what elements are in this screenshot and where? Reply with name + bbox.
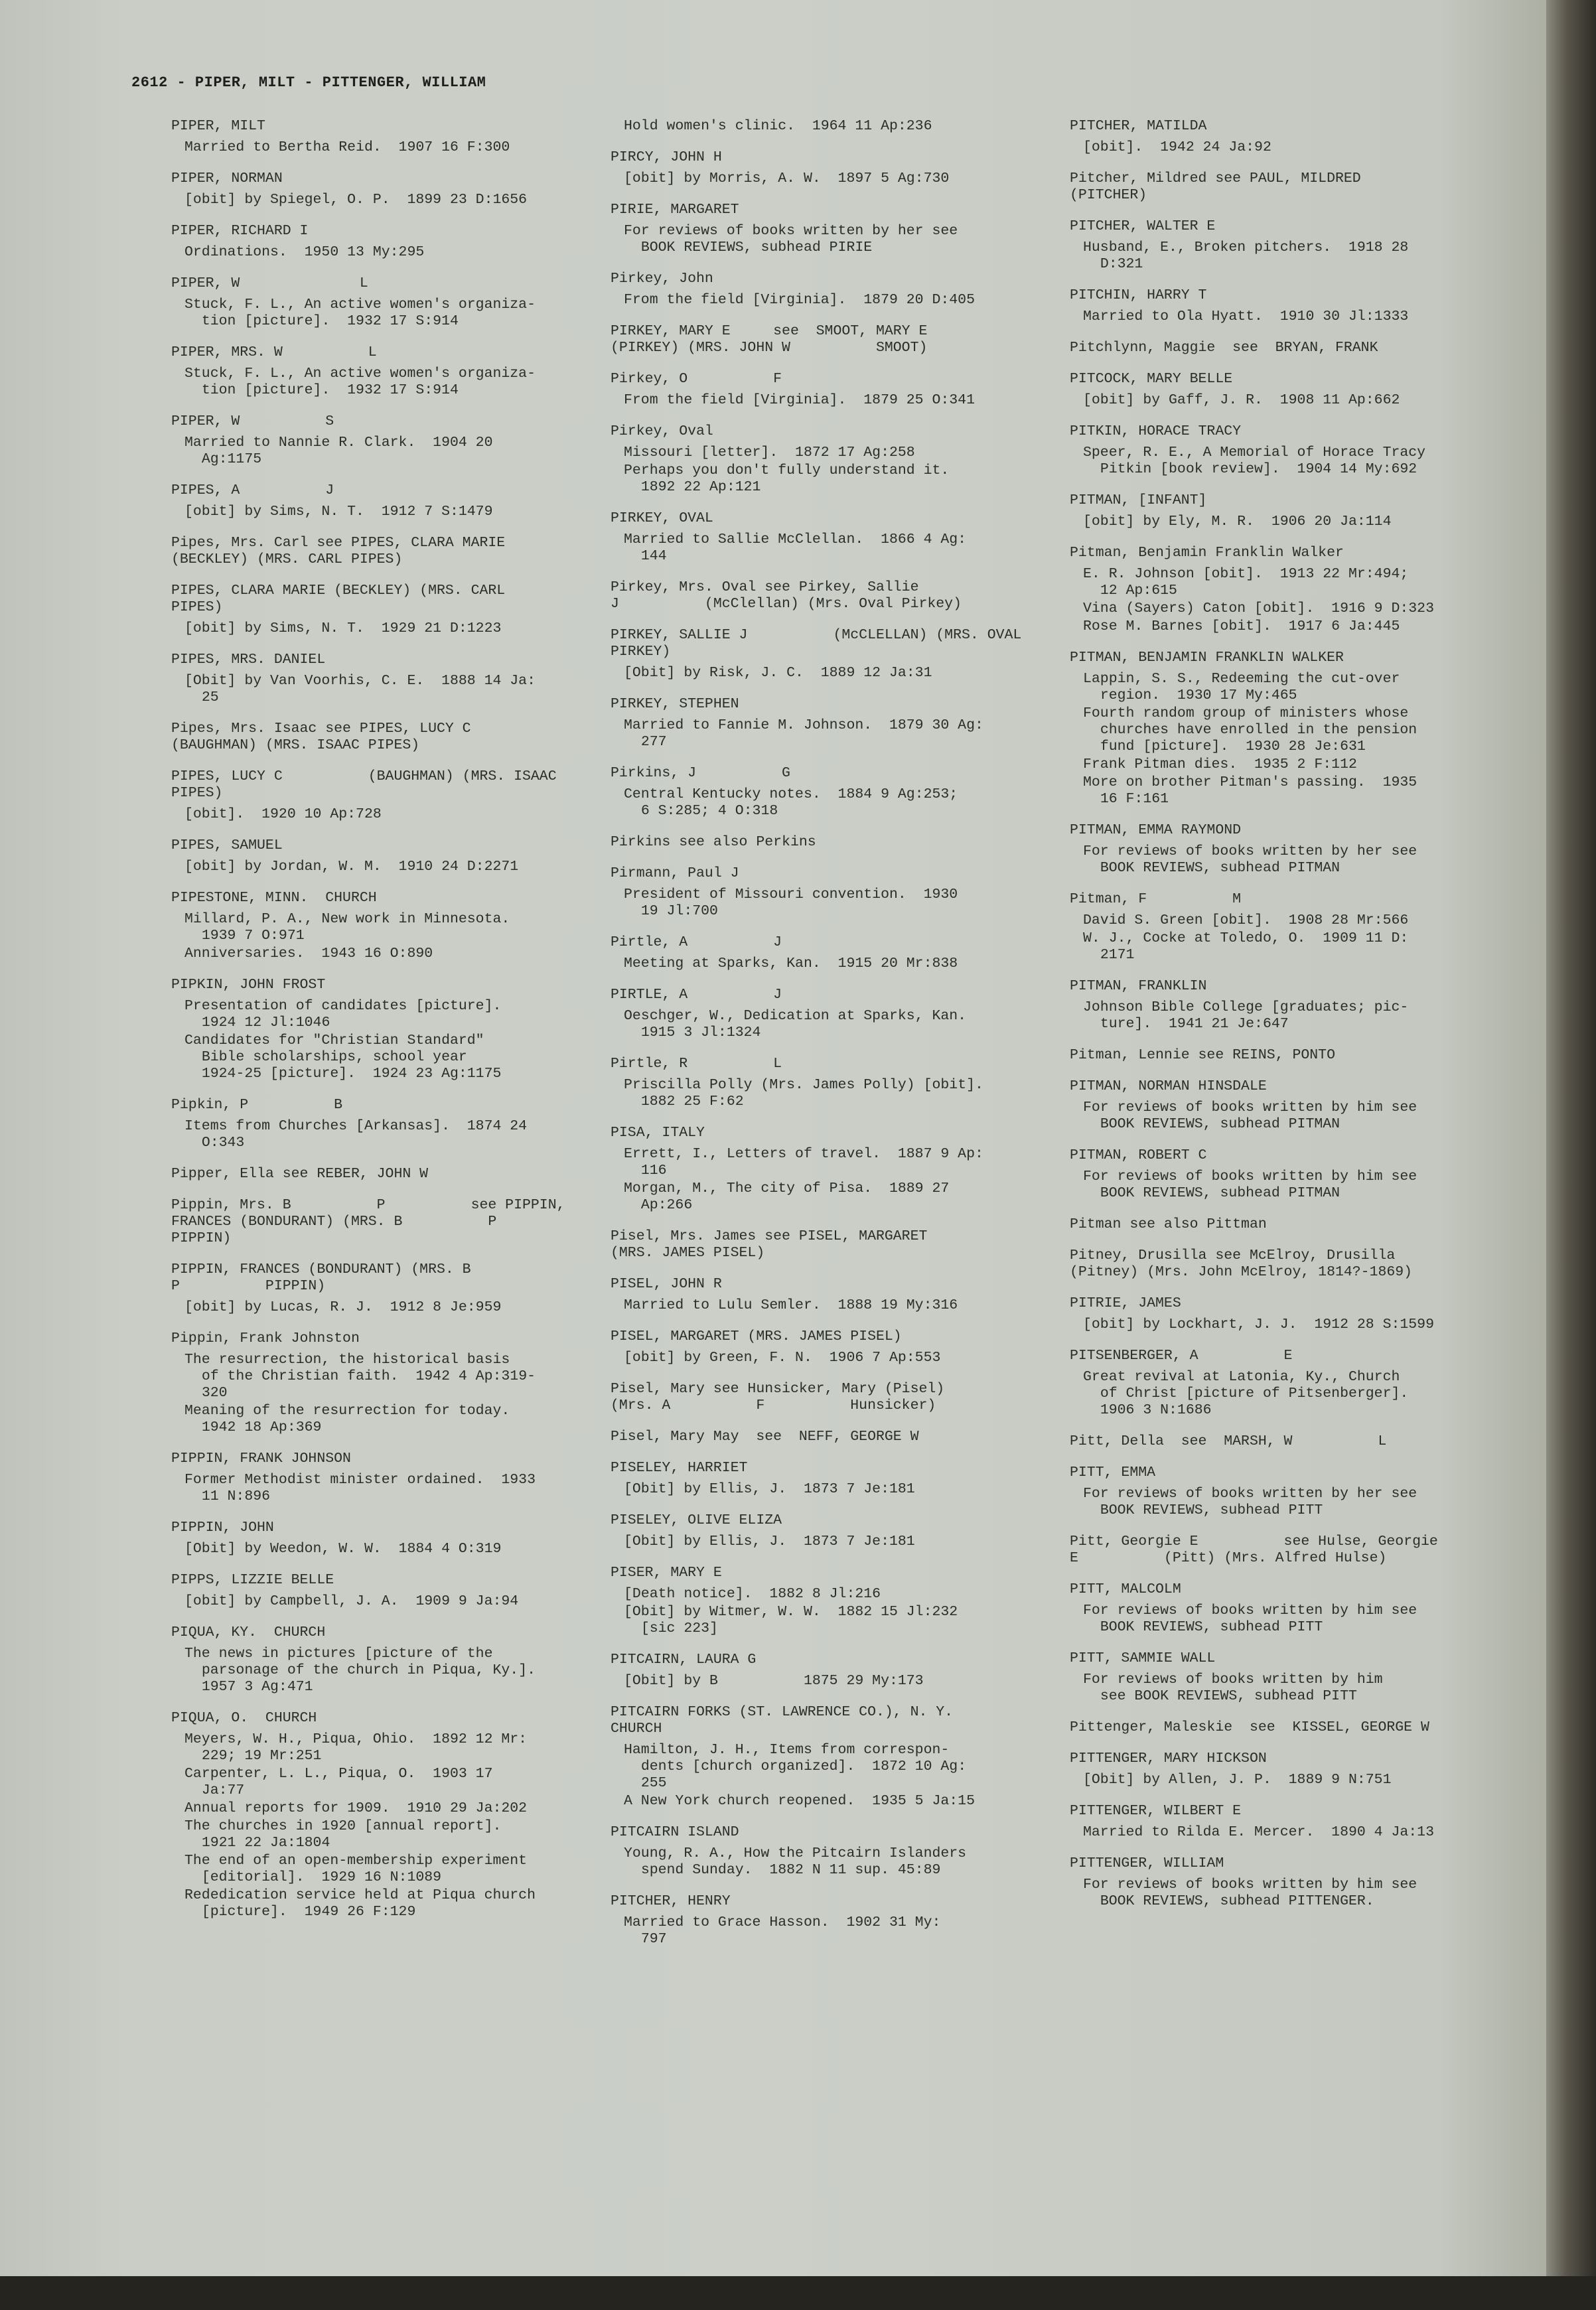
entry-heading: PISEL, MARGARET (MRS. JAMES PISEL)	[611, 1329, 902, 1344]
entry-heading: Pirkey, Oval	[611, 423, 713, 439]
entry-citation: [Obit] by B 1875 29 My:173	[624, 1673, 924, 1689]
entry-heading: PITTENGER, MARY HICKSON	[1070, 1751, 1267, 1767]
entry-heading: PITCOCK, MARY BELLE	[1070, 371, 1233, 387]
entry-heading: Pirkey, John	[611, 271, 713, 287]
entry-citation: Items from Churches [Arkansas]. 1874 24 O:343	[184, 1118, 528, 1151]
entry-citation: Priscilla Polly (Mrs. James Polly) [obit]. 1882 25 F:62	[624, 1077, 983, 1110]
entry-heading: PISEL, JOHN R	[611, 1276, 722, 1292]
entry-citation: [Obit] by Allen, J. P. 1889 9 N:751	[1083, 1772, 1392, 1788]
entry-citation: Stuck, F. L., An active women's organiza- tion [picture]. 1932 17 S:914	[184, 297, 536, 329]
entry-heading: PIPER, W S	[171, 413, 334, 429]
entry-citation: A New York church reopened. 1935 5 Ja:15	[624, 1793, 975, 1809]
entry-citation: [Obit] by Ellis, J. 1873 7 Je:181	[624, 1481, 915, 1497]
entry-citation: Morgan, M., The city of Pisa. 1889 27 Ap:266	[624, 1181, 950, 1213]
index-entry	[171, 118, 569, 156]
index-entry	[1070, 287, 1494, 325]
entry-citation: [obit] by Spiegel, O. P. 1899 23 D:1656	[184, 192, 528, 208]
index-entry	[611, 1056, 1022, 1110]
entry-heading: PISELEY, OLIVE ELIZA	[611, 1512, 782, 1528]
entry-citation: Married to Sallie McClellan. 1866 4 Ag: 144	[624, 532, 967, 564]
entry-heading: Pirkins, J G	[611, 765, 790, 781]
index-entry	[1070, 1248, 1494, 1281]
column-3	[1070, 118, 1494, 1924]
entry-citation: For reviews of books written by him see BOOK REVIEWS, subhead PITMAN	[1083, 1169, 1417, 1201]
entry-citation: [Obit] by Witmer, W. W. 1882 15 Jl:232 [sic 223]	[624, 1604, 958, 1636]
column-2	[611, 118, 1022, 1962]
entry-citation: For reviews of books written by her see BOOK REVIEWS, subhead PIRIE	[624, 223, 958, 255]
index-entry	[171, 1624, 569, 1696]
index-entry	[171, 1197, 569, 1247]
entry-heading: Pirmann, Paul J	[611, 865, 739, 881]
entry-heading: Pitchlynn, Maggie see BRYAN, FRANK	[1070, 340, 1378, 356]
entry-citation: [obit] by Jordan, W. M. 1910 24 D:2271	[184, 859, 519, 875]
index-entry	[171, 583, 569, 637]
entry-citation: Frank Pitman dies. 1935 2 F:112	[1083, 757, 1357, 772]
index-entry	[611, 1460, 1022, 1498]
entry-citation: Married to Lulu Semler. 1888 19 My:316	[624, 1297, 958, 1313]
entry-heading: PITMAN, FRANKLIN	[1070, 978, 1207, 994]
index-entry	[171, 1331, 569, 1436]
index-entry	[171, 837, 569, 875]
entry-heading: Pisel, Mary see Hunsicker, Mary (Pisel) (Mrs. A F Hunsicker)	[611, 1381, 945, 1413]
entry-heading: PISER, MARY E	[611, 1565, 722, 1581]
entry-heading: PIRKEY, MARY E see SMOOT, MARY E (PIRKEY) (MRS. JOHN W SMOOT)	[611, 323, 928, 356]
index-entry	[1070, 340, 1494, 356]
index-entry	[1070, 822, 1494, 877]
entry-heading: Pisel, Mrs. James see PISEL, MARGARET (MRS. JAMES PISEL)	[611, 1228, 928, 1261]
index-entry	[171, 275, 569, 330]
entry-citation: More on brother Pitman's passing. 1935 16 F:161	[1083, 774, 1417, 807]
index-entry	[611, 1704, 1022, 1810]
entry-citation: For reviews of books written by her see BOOK REVIEWS, subhead PITT	[1083, 1486, 1417, 1518]
index-entry	[611, 1276, 1022, 1314]
index-entry	[611, 202, 1022, 256]
index-entry	[1070, 218, 1494, 273]
index-entry	[611, 1824, 1022, 1879]
index-entry	[611, 371, 1022, 409]
entry-heading: PITKIN, HORACE TRACY	[1070, 423, 1242, 439]
entry-heading: PIPESTONE, MINN. CHURCH	[171, 890, 377, 906]
entry-citation: [Obit] by Risk, J. C. 1889 12 Ja:31	[624, 665, 932, 681]
entry-citation: Married to Nannie R. Clark. 1904 20 Ag:1175	[184, 435, 493, 467]
index-entry	[611, 627, 1022, 682]
index-entry	[611, 1565, 1022, 1637]
index-entry	[611, 865, 1022, 920]
entry-citation: From the field [Virginia]. 1879 20 D:405	[624, 292, 975, 308]
entry-citation: David S. Green [obit]. 1908 28 Mr:566	[1083, 912, 1409, 928]
index-entry	[1070, 1147, 1494, 1202]
index-entry	[171, 1572, 569, 1610]
entry-citation: E. R. Johnson [obit]. 1913 22 Mr:494; 12 Ap:615	[1083, 566, 1409, 599]
entry-heading: Pirtle, R L	[611, 1056, 782, 1072]
entry-citation: President of Missouri convention. 1930 19 Jl:700	[624, 887, 958, 919]
index-entry	[171, 535, 569, 568]
index-entry	[611, 149, 1022, 187]
entry-citation: Millard, P. A., New work in Minnesota. 1939 7 O:971	[184, 911, 510, 944]
entry-citation: Errett, I., Letters of travel. 1887 9 Ap: 116	[624, 1146, 983, 1179]
entry-heading: PITCAIRN, LAURA G	[611, 1652, 757, 1668]
entry-heading: PITT, EMMA	[1070, 1465, 1156, 1480]
entry-citation: Married to Ola Hyatt. 1910 30 Jl:1333	[1083, 309, 1409, 325]
index-entry	[171, 1262, 569, 1316]
entry-citation: [obit] by Lucas, R. J. 1912 8 Je:959	[184, 1299, 502, 1315]
index-entry	[1070, 423, 1494, 478]
entry-heading: PITT, MALCOLM	[1070, 1581, 1181, 1597]
index-entry	[1070, 171, 1494, 204]
entry-heading: PIRKEY, STEPHEN	[611, 696, 739, 712]
index-entry	[1070, 1295, 1494, 1333]
entry-citation: For reviews of books written by him see BOOK REVIEWS, subhead PITT	[1083, 1603, 1417, 1635]
entry-citation: From the field [Virginia]. 1879 25 O:341	[624, 392, 975, 408]
entry-heading: Pippin, Frank Johnston	[171, 1331, 360, 1346]
entry-heading: PIRTLE, A J	[611, 987, 782, 1003]
entry-citation: [Death notice]. 1882 8 Jl:216	[624, 1586, 881, 1602]
entry-heading: PIPER, NORMAN	[171, 171, 283, 186]
index-entry	[171, 223, 569, 261]
entry-heading: Pitman, Lennie see REINS, PONTO	[1070, 1047, 1335, 1063]
index-entry	[171, 413, 569, 468]
index-entry	[1070, 650, 1494, 808]
entry-citation: [obit] by Ely, M. R. 1906 20 Ja:114	[1083, 514, 1392, 530]
index-entry	[1070, 1348, 1494, 1419]
entry-heading: Pirtle, A J	[611, 934, 782, 950]
index-entry	[171, 171, 569, 208]
index-entry	[1070, 1433, 1494, 1450]
entry-heading: Pitcher, Mildred see PAUL, MILDRED (PITCHER)	[1070, 171, 1361, 203]
entry-citation: For reviews of books written by him see BOOK REVIEWS, subhead PITTENGER.	[1083, 1877, 1417, 1909]
entry-heading: PITTENGER, WILBERT E	[1070, 1803, 1242, 1819]
page-header: 2612 - PIPER, MILT - PITTENGER, WILLIAM	[131, 74, 486, 91]
entry-heading: Pitney, Drusilla see McElroy, Drusilla (Pitney) (Mrs. John McElroy, 1814?-1869)	[1070, 1248, 1413, 1280]
entry-citation: Hamilton, J. H., Items from correspon- dents [church organized]. 1872 10 Ag: 255	[624, 1742, 967, 1791]
entry-heading: Pirkey, O F	[611, 371, 782, 387]
entry-citation: Married to Rilda E. Mercer. 1890 4 Ja:13	[1083, 1824, 1434, 1840]
entry-citation: Annual reports for 1909. 1910 29 Ja:202	[184, 1800, 528, 1816]
index-entry	[171, 977, 569, 1082]
index-entry	[171, 482, 569, 520]
index-entry	[171, 652, 569, 706]
entry-heading: Pirkins see also Perkins	[611, 834, 816, 850]
entry-citation: Ordinations. 1950 13 My:295	[184, 244, 425, 260]
entry-citation: Candidates for "Christian Standard" Bible scholarships, school year 1924-25 [picture]. 1924 23 Ag:1175	[184, 1033, 502, 1082]
index-entry	[171, 344, 569, 399]
entry-heading: Pitman, F M	[1070, 891, 1242, 907]
index-entry	[1070, 1047, 1494, 1064]
index-entry	[1070, 492, 1494, 530]
book-spine	[1546, 0, 1596, 2310]
index-entry	[611, 696, 1022, 751]
entry-heading: Pipes, Mrs. Carl see PIPES, CLARA MARIE (BECKLEY) (MRS. CARL PIPES)	[171, 535, 506, 567]
entry-citation: Meaning of the resurrection for today. 1942 18 Ap:369	[184, 1403, 510, 1435]
index-entry	[611, 1893, 1022, 1948]
index-entry	[171, 1520, 569, 1557]
index-entry	[611, 834, 1022, 851]
index-entry	[611, 423, 1022, 496]
entry-citation: Husband, E., Broken pitchers. 1918 28 D:321	[1083, 240, 1409, 272]
index-entry	[1070, 1751, 1494, 1788]
index-entry	[171, 1166, 569, 1183]
entry-citation: Former Methodist minister ordained. 1933 11 N:896	[184, 1472, 536, 1504]
entry-citation: [obit] by Morris, A. W. 1897 5 Ag:730	[624, 171, 950, 186]
entry-heading: PIRIE, MARGARET	[611, 202, 739, 218]
entry-citation: Rose M. Barnes [obit]. 1917 6 Ja:445	[1083, 618, 1400, 634]
entry-heading: Pitt, Georgie E see Hulse, Georgie E (Pitt) (Mrs. Alfred Hulse)	[1070, 1534, 1438, 1566]
index-entry	[1070, 118, 1494, 156]
entry-heading: PIPES, MRS. DANIEL	[171, 652, 326, 668]
index-entry	[611, 1429, 1022, 1445]
entry-heading: PIRCY, JOHN H	[611, 149, 722, 165]
entry-heading: PITTENGER, WILLIAM	[1070, 1855, 1224, 1871]
entry-heading: PIPER, RICHARD I	[171, 223, 309, 239]
entry-heading: PITMAN, ROBERT C	[1070, 1147, 1207, 1163]
entry-heading: PIPES, CLARA MARIE (BECKLEY) (MRS. CARL PIPES)	[171, 583, 506, 615]
entry-heading: PITT, SAMMIE WALL	[1070, 1650, 1216, 1666]
index-entry	[171, 721, 569, 754]
index-entry	[611, 1381, 1022, 1414]
entry-citation: [obit] by Sims, N. T. 1929 21 D:1223	[184, 620, 502, 636]
entry-heading: Pirkey, Mrs. Oval see Pirkey, Sallie J (McClellan) (Mrs. Oval Pirkey)	[611, 579, 962, 612]
scan-border	[0, 2276, 1596, 2310]
entry-heading: PIRKEY, OVAL	[611, 510, 713, 526]
index-entry	[1070, 1650, 1494, 1705]
entry-citation: Perhaps you don't fully understand it. 1892 22 Ap:121	[624, 463, 950, 495]
entry-heading: Pipkin, P B	[171, 1097, 343, 1113]
entry-heading: PIPKIN, JOHN FROST	[171, 977, 326, 993]
index-entry	[171, 890, 569, 962]
index-entry	[171, 1710, 569, 1920]
entry-citation: Rededication service held at Piqua church [picture]. 1949 26 F:129	[184, 1887, 536, 1920]
entry-heading: PITMAN, EMMA RAYMOND	[1070, 822, 1242, 838]
index-entry	[611, 987, 1022, 1041]
entry-citation: [Obit] by Van Voorhis, C. E. 1888 14 Ja: 25	[184, 673, 536, 705]
entry-citation: [obit] by Campbell, J. A. 1909 9 Ja:94	[184, 1593, 519, 1609]
index-entry	[1070, 978, 1494, 1033]
entry-heading: PIPES, LUCY C (BAUGHMAN) (MRS. ISAAC PIPES)	[171, 768, 557, 801]
entry-citation: The resurrection, the historical basis of the Christian faith. 1942 4 Ap:319- 320	[184, 1352, 536, 1401]
index-entry	[1070, 1216, 1494, 1233]
entry-citation: Speer, R. E., A Memorial of Horace Tracy Pitkin [book review]. 1904 14 My:692	[1083, 445, 1426, 477]
entry-citation: [obit] by Sims, N. T. 1912 7 S:1479	[184, 504, 493, 520]
entry-citation: The churches in 1920 [annual report]. 1921 22 Ja:1804	[184, 1818, 502, 1851]
entry-heading: Pitt, Della see MARSH, W L	[1070, 1433, 1387, 1449]
entry-heading: PIPES, A J	[171, 482, 334, 498]
entry-citation: Oeschger, W., Dedication at Sparks, Kan. 1915 3 Jl:1324	[624, 1008, 967, 1041]
entry-heading: PIPPIN, FRANK JOHNSON	[171, 1451, 351, 1467]
index-entry	[611, 934, 1022, 972]
entry-citation: Hold women's clinic. 1964 11 Ap:236	[624, 118, 932, 134]
entry-heading: PIQUA, KY. CHURCH	[171, 1624, 326, 1640]
entry-citation: [obit] by Green, F. N. 1906 7 Ap:553	[624, 1350, 941, 1366]
index-entry	[171, 1097, 569, 1151]
entry-citation: Meeting at Sparks, Kan. 1915 20 Mr:838	[624, 956, 958, 972]
entry-heading: PIRKEY, SALLIE J (McCLELLAN) (MRS. OVAL PIRKEY)	[611, 627, 1022, 660]
entry-heading: PITCHER, WALTER E	[1070, 218, 1216, 234]
index-entry	[611, 1329, 1022, 1366]
entry-citation: Married to Bertha Reid. 1907 16 F:300	[184, 139, 510, 155]
entry-heading: Pipper, Ella see REBER, JOHN W	[171, 1166, 429, 1182]
entry-heading: Pipes, Mrs. Isaac see PIPES, LUCY C (BAUGHMAN) (MRS. ISAAC PIPES)	[171, 721, 471, 753]
entry-heading: Pitman, Benjamin Franklin Walker	[1070, 545, 1344, 561]
index-entry	[171, 768, 569, 823]
index-entry	[1070, 1803, 1494, 1841]
index-entry	[611, 118, 1022, 135]
entry-heading: PITRIE, JAMES	[1070, 1295, 1181, 1311]
index-entry	[611, 271, 1022, 309]
index-entry	[611, 1125, 1022, 1214]
entry-heading: PITCAIRN ISLAND	[611, 1824, 739, 1840]
entry-heading: Pippin, Mrs. B P see PIPPIN, FRANCES (BONDURANT) (MRS. B P PIPPIN)	[171, 1197, 565, 1246]
index-entry	[611, 323, 1022, 356]
entry-heading: PIPER, MILT	[171, 118, 265, 134]
index-entry	[611, 579, 1022, 613]
index-entry	[1070, 1855, 1494, 1910]
entry-citation: Central Kentucky notes. 1884 9 Ag:253; 6 S:285; 4 O:318	[624, 786, 958, 819]
entry-citation: Fourth random group of ministers whose churches have enrolled in the pension fund [picture]. 1930 28 Je:631	[1083, 705, 1417, 755]
entry-citation: Stuck, F. L., An active women's organiza- tion [picture]. 1932 17 S:914	[184, 366, 536, 398]
index-entry	[1070, 891, 1494, 964]
entry-heading: Pittenger, Maleskie see KISSEL, GEORGE W	[1070, 1719, 1429, 1735]
entry-heading: PITCHIN, HARRY T	[1070, 287, 1207, 303]
entry-heading: PIPES, SAMUEL	[171, 837, 283, 853]
index-entry	[611, 1512, 1022, 1550]
entry-citation: Lappin, S. S., Redeeming the cut-over region. 1930 17 My:465	[1083, 671, 1400, 703]
entry-citation: Missouri [letter]. 1872 17 Ag:258	[624, 445, 915, 461]
entry-citation: Carpenter, L. L., Piqua, O. 1903 17 Ja:77	[184, 1766, 493, 1798]
index-entry	[1070, 1581, 1494, 1636]
entry-heading: Pisel, Mary May see NEFF, GEORGE W	[611, 1429, 919, 1445]
entry-citation: Vina (Sayers) Caton [obit]. 1916 9 D:323	[1083, 601, 1434, 616]
entry-citation: For reviews of books written by him see BOOK REVIEWS, subhead PITMAN	[1083, 1100, 1417, 1132]
entry-heading: PITCAIRN FORKS (ST. LAWRENCE CO.), N. Y. CHURCH	[611, 1704, 954, 1737]
entry-heading: Pitman see also Pittman	[1070, 1216, 1267, 1232]
index-entry	[611, 1228, 1022, 1262]
entry-citation: Great revival at Latonia, Ky., Church of Christ [picture of Pitsenberger]. 1906 3 N:1686	[1083, 1369, 1409, 1418]
entry-heading: PITCHER, HENRY	[611, 1893, 731, 1909]
entry-heading: PITMAN, NORMAN HINSDALE	[1070, 1078, 1267, 1094]
entry-citation: [obit]. 1942 24 Ja:92	[1083, 139, 1271, 155]
entry-heading: PISELEY, HARRIET	[611, 1460, 748, 1476]
entry-heading: PIPER, MRS. W L	[171, 344, 377, 360]
entry-citation: [obit]. 1920 10 Ap:728	[184, 806, 382, 822]
index-entry	[171, 1451, 569, 1505]
entry-citation: [obit] by Lockhart, J. J. 1912 28 S:1599	[1083, 1317, 1434, 1333]
index-entry	[611, 765, 1022, 820]
entry-citation: [Obit] by Ellis, J. 1873 7 Je:181	[624, 1534, 915, 1550]
entry-citation: The news in pictures [picture of the parsonage of the church in Piqua, Ky.]. 1957 3 Ag:471	[184, 1646, 536, 1695]
entry-heading: PITCHER, MATILDA	[1070, 118, 1207, 134]
index-entry	[1070, 1078, 1494, 1133]
entry-heading: PIQUA, O. CHURCH	[171, 1710, 317, 1726]
index-entry	[1070, 1465, 1494, 1519]
entry-citation: The end of an open-membership experiment [editorial]. 1929 16 N:1089	[184, 1853, 528, 1885]
entry-citation: Johnson Bible College [graduates; pic- ture]. 1941 21 Je:647	[1083, 999, 1409, 1032]
entry-heading: PIPPIN, JOHN	[171, 1520, 274, 1536]
entry-citation: Young, R. A., How the Pitcairn Islanders spend Sunday. 1882 N 11 sup. 45:89	[624, 1845, 967, 1878]
entry-heading: PITMAN, [INFANT]	[1070, 492, 1207, 508]
index-entry	[1070, 1534, 1494, 1567]
index-entry	[611, 510, 1022, 565]
entry-citation: [Obit] by Weedon, W. W. 1884 4 O:319	[184, 1541, 502, 1557]
entry-citation: [obit] by Gaff, J. R. 1908 11 Ap:662	[1083, 392, 1400, 408]
entry-citation: Married to Grace Hasson. 1902 31 My: 797	[624, 1914, 941, 1947]
entry-citation: Anniversaries. 1943 16 O:890	[184, 946, 433, 962]
entry-citation: Meyers, W. H., Piqua, Ohio. 1892 12 Mr: 229; 19 Mr:251	[184, 1731, 528, 1764]
index-entry	[1070, 371, 1494, 409]
entry-heading: PIPPIN, FRANCES (BONDURANT) (MRS. B P PIPPIN)	[171, 1262, 471, 1294]
entry-heading: PIPPS, LIZZIE BELLE	[171, 1572, 334, 1588]
entry-heading: PISA, ITALY	[611, 1125, 705, 1141]
index-entry	[1070, 1719, 1494, 1736]
entry-citation: Married to Fannie M. Johnson. 1879 30 Ag: 277	[624, 717, 983, 750]
index-entry	[1070, 545, 1494, 635]
entry-citation: Presentation of candidates [picture]. 1924 12 Jl:1046	[184, 998, 502, 1031]
entry-citation: For reviews of books written by him see BOOK REVIEWS, subhead PITT	[1083, 1672, 1383, 1704]
entry-citation: W. J., Cocke at Toledo, O. 1909 11 D: 2171	[1083, 930, 1409, 963]
entry-citation: For reviews of books written by her see BOOK REVIEWS, subhead PITMAN	[1083, 843, 1417, 876]
entry-heading: PIPER, W L	[171, 275, 368, 291]
column-1	[171, 118, 569, 1935]
entry-heading: PITMAN, BENJAMIN FRANKLIN WALKER	[1070, 650, 1344, 666]
index-entry	[611, 1652, 1022, 1690]
entry-heading: PITSENBERGER, A E	[1070, 1348, 1293, 1364]
